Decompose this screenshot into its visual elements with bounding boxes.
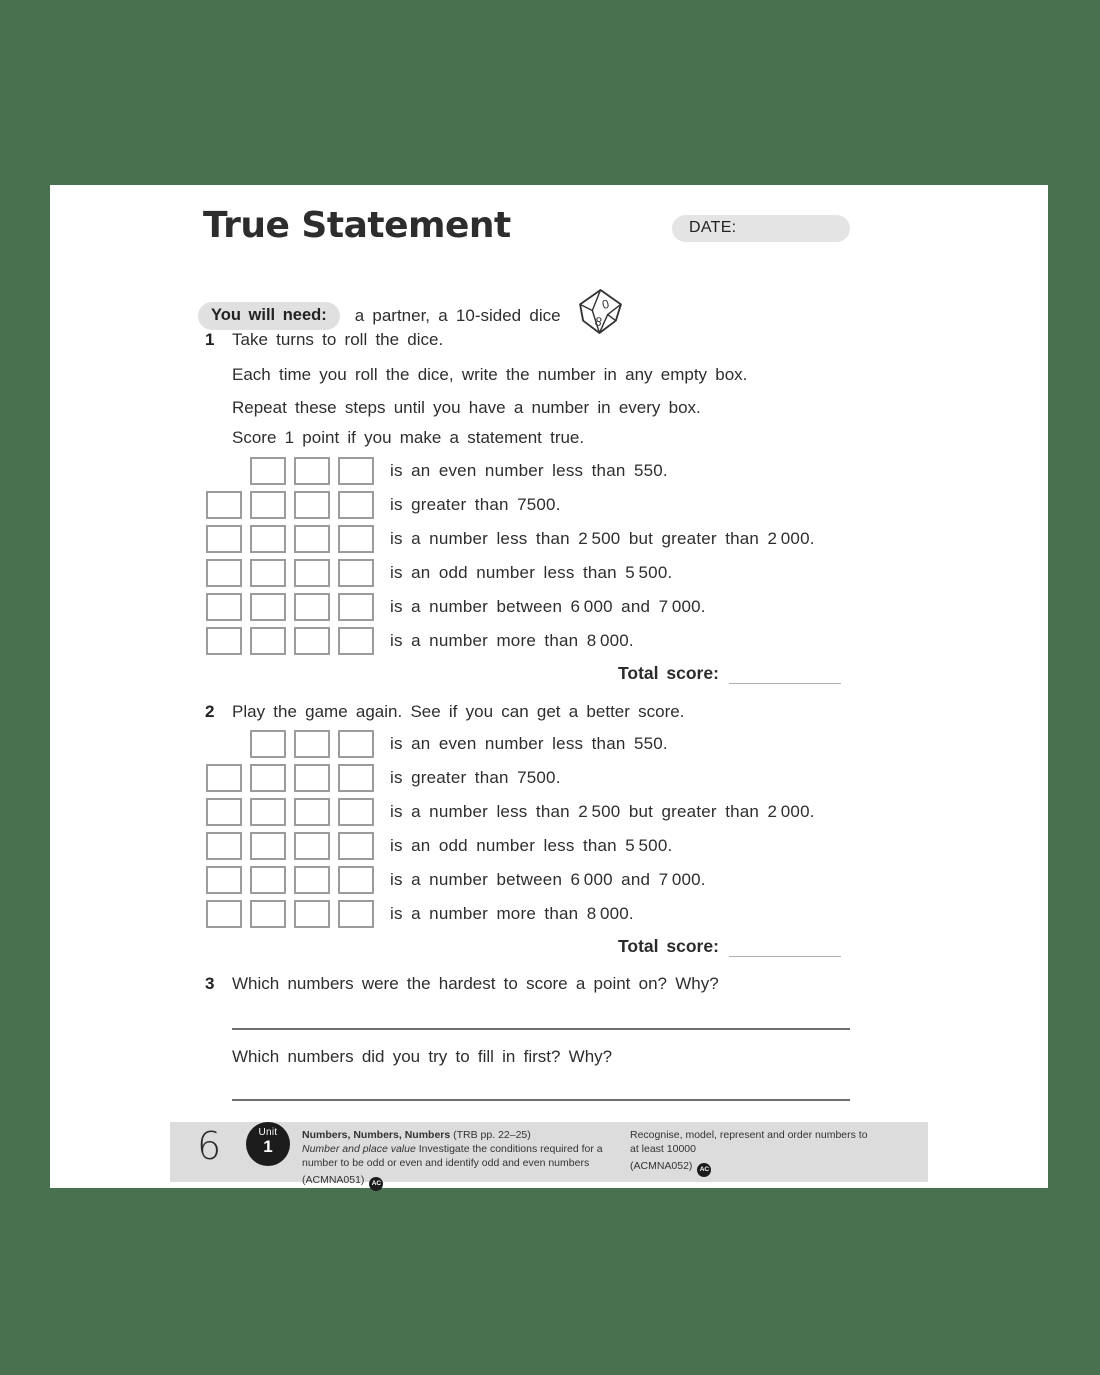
footer-topic-ref: (TRB pp. 22–25) [450,1129,531,1141]
statement-row [206,457,815,485]
statement-text: is a number less than 2 500 but greater than 2 000. [390,802,815,821]
statement-row [206,866,815,894]
statement-text: is an odd number less than 5 500. [390,836,673,855]
digit-box[interactable] [338,525,374,553]
digit-boxes [206,764,374,792]
ac-badge-icon: AC [369,1177,383,1191]
digit-box[interactable] [250,900,286,928]
digit-box[interactable] [338,866,374,894]
digit-box[interactable] [294,627,330,655]
total-score-label: Total score: [618,936,719,956]
digit-boxes [206,491,374,519]
digit-box[interactable] [294,457,330,485]
footer-strand: Number and place value [302,1142,416,1155]
dice-face-eight: 8 [593,314,603,330]
total-score-label: Total score: [618,663,719,683]
digit-box[interactable] [338,798,374,826]
digit-box[interactable] [294,866,330,894]
statement-text: is an odd number less than 5 500. [390,563,673,582]
statement-text: is greater than 7500. [390,768,561,787]
digit-box[interactable] [206,525,242,553]
digit-box[interactable] [338,832,374,860]
question-2 [205,702,684,722]
digit-box[interactable] [250,627,286,655]
digit-box[interactable] [206,832,242,860]
digit-box[interactable] [338,627,374,655]
digit-box[interactable] [338,730,374,758]
digit-boxes [206,559,374,587]
statement-text: is a number less than 2 500 but greater than 2 000. [390,529,815,548]
question-1-number: 1 [205,330,215,349]
digit-box[interactable] [294,559,330,587]
digit-box[interactable] [294,525,330,553]
digit-boxes [206,457,374,485]
total-score-row-game1 [618,663,841,684]
statement-text: is an even number less than 550. [390,734,668,753]
digit-box[interactable] [250,593,286,621]
statement-row [206,627,815,655]
answer-line-1[interactable] [232,1028,850,1030]
digit-box[interactable] [206,491,242,519]
digit-box[interactable] [206,798,242,826]
total-score-row-game2 [618,936,841,957]
total-score-blank-game2[interactable] [729,937,841,957]
digit-box[interactable] [338,764,374,792]
instruction-line: Score 1 point if you make a statement true. [232,428,585,447]
statement-text: is an even number less than 550. [390,461,668,480]
digit-box[interactable] [294,593,330,621]
unit-badge-number: 1 [263,1137,273,1156]
ac-badge-icon: AC [697,1163,711,1177]
unit-badge [246,1122,290,1166]
worksheet-page [50,185,1048,1188]
digit-box[interactable] [206,593,242,621]
digit-box[interactable] [338,900,374,928]
question-3-text: Which numbers were the hardest to score a point on? Why? [232,974,719,993]
unit-badge-label: Unit [258,1127,278,1138]
statement-text: is greater than 7500. [390,495,561,514]
digit-box[interactable] [206,627,242,655]
digit-box[interactable] [206,764,242,792]
instruction-line: Repeat these steps until you have a number in every box. [232,398,701,417]
statement-row [206,559,815,587]
statement-row [206,525,815,553]
digit-box[interactable] [250,457,286,485]
question-1 [205,330,443,350]
digit-box[interactable] [294,798,330,826]
statement-row [206,764,815,792]
date-label: DATE: [689,219,737,236]
statement-row [206,593,815,621]
digit-box[interactable] [294,832,330,860]
digit-box[interactable] [294,900,330,928]
digit-box[interactable] [294,491,330,519]
digit-box[interactable] [250,730,286,758]
digit-boxes [206,832,374,860]
digit-box[interactable] [250,559,286,587]
question-2-text: Play the game again. See if you can get a better score. [232,702,685,721]
question-1-text: Take turns to roll the dice. [232,330,444,349]
question-3 [205,974,719,994]
statement-row [206,832,815,860]
digit-box[interactable] [338,457,374,485]
dice-face-zero: 0 [600,296,611,313]
digit-boxes [206,627,374,655]
answer-line-2[interactable] [232,1099,850,1101]
digit-box[interactable] [338,559,374,587]
digit-boxes [206,525,374,553]
statement-row [206,491,815,519]
question-3-number: 3 [205,974,215,993]
digit-box[interactable] [250,525,286,553]
digit-box[interactable] [338,491,374,519]
you-will-need-label: You will need: [198,302,340,330]
footer-right-text [630,1129,875,1177]
digit-box[interactable] [206,559,242,587]
digit-box[interactable] [294,764,330,792]
statement-text: is a number more than 8 000. [390,631,634,650]
statement-rows-game2 [206,730,815,934]
statement-row [206,730,815,758]
digit-boxes [206,900,374,928]
statement-row [206,798,815,826]
instruction-line: Each time you roll the dice, write the number in any empty box. [232,365,748,384]
footer-description-right: Recognise, model, represent and order numbers to at least 10000 [630,1129,868,1155]
statement-rows-game1 [206,457,815,661]
digit-box[interactable] [338,593,374,621]
ten-sided-dice-icon [577,288,624,340]
footer-bar [170,1122,928,1187]
digit-box[interactable] [250,491,286,519]
digit-box[interactable] [250,798,286,826]
statement-text: is a number between 6 000 and 7 000. [390,597,706,616]
total-score-blank-game1[interactable] [729,664,841,684]
question-2-number: 2 [205,702,215,721]
footer-description: Investigate the conditions required for a number to be odd or even and identify odd and even numbers [302,1142,603,1169]
footer-code-right: (ACMNA052) [630,1159,693,1172]
digit-box[interactable] [206,900,242,928]
digit-boxes [206,798,374,826]
statement-row [206,900,815,928]
page-number: 6 [197,1124,222,1168]
digit-box[interactable] [294,730,330,758]
digit-box[interactable] [250,764,286,792]
statement-text: is a number between 6 000 and 7 000. [390,870,706,889]
digit-box[interactable] [250,832,286,860]
footer-code-left: (ACMNA051) [302,1173,365,1186]
digit-boxes [206,593,374,621]
date-field[interactable] [672,215,850,242]
question-3-followup: Which numbers did you try to fill in first? Why? [232,1047,613,1066]
digit-boxes [206,866,374,894]
footer-topic-title: Numbers, Numbers, Numbers [302,1129,451,1141]
digit-box[interactable] [206,866,242,894]
digit-boxes [206,730,374,758]
footer-left-text [302,1129,632,1191]
statement-text: is a number more than 8 000. [390,904,634,923]
materials-text: a partner, a 10-sided dice [354,306,561,325]
digit-box[interactable] [250,866,286,894]
page-title: True Statement [203,205,511,246]
